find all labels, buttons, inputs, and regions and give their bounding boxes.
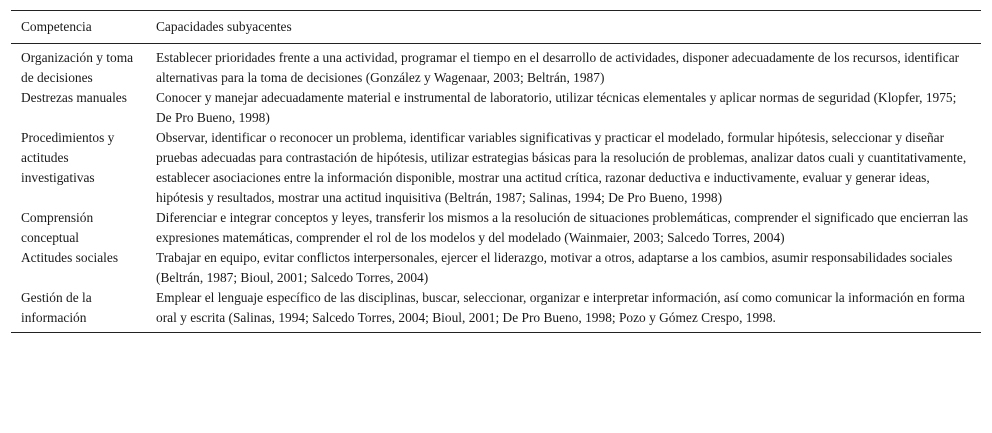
capacidades-cell: Observar, identificar o reconocer un problema, identificar variables significativas y practicar el modelado, formular hipótesis, seleccionar y diseñar pruebas adecuadas para contrastación de hipótesis, utilizar estrategias básicas para la resolución de problemas, analizar datos cuali y cuantitativamente, establecer asociaciones entre la información disponible, mostrar una actitud crítica, razonar deductiva e inductivamente, evaluar y generar ideas, hipótesis y resultados, mostrar una actitud inquisitiva (Beltrán, 1987; Salinas, 1994; De Pro Bueno, 1998)	[156, 130, 967, 205]
competencia-cell: Actitudes sociales	[21, 250, 119, 265]
table-row	[11, 88, 981, 128]
table-row	[11, 208, 981, 248]
header-competencia: Competencia	[21, 19, 92, 34]
competencia-cell: Destrezas manuales	[21, 90, 127, 105]
table-body	[11, 44, 981, 333]
table-row	[11, 288, 981, 333]
table-header	[11, 11, 981, 44]
table-row	[11, 248, 981, 288]
table-row	[11, 44, 981, 89]
capacidades-cell: Emplear el lenguaje específico de las disciplinas, buscar, seleccionar, organizar e interpretar información, así como comunicar la información en forma oral y escrita (Salinas, 1994; Salcedo Torres, 2004; Bioul, 2001; De Pro Bueno, 1998; Pozo y Gómez Crespo, 1998.	[156, 290, 965, 325]
competencia-cell: Gestión de la información	[21, 290, 92, 325]
capacidades-cell: Establecer prioridades frente a una actividad, programar el tiempo en el desarrollo de actividades, disponer adecuadamente de los recursos, identificar alternativas para la toma de decisiones (González y Wagenaar, 2003; Beltrán, 1987)	[156, 50, 960, 85]
competencies-table-container	[11, 10, 981, 333]
table-row	[11, 128, 981, 208]
capacidades-cell: Conocer y manejar adecuadamente material e instrumental de laboratorio, utilizar técnicas elementales y aplicar normas de seguridad (Klopfer, 1975; De Pro Bueno, 1998)	[156, 90, 957, 125]
header-row	[11, 11, 981, 44]
competencia-cell: Procedimientos y actitudes investigativas	[21, 130, 115, 185]
competencia-cell: Organización y toma de decisiones	[21, 50, 134, 85]
capacidades-cell: Diferenciar e integrar conceptos y leyes, transferir los mismos a la resolución de situaciones problemáticas, comprender el significado que encierran las expresiones matemáticas, comprender el rol de los modelos y del modelado (Wainmaier, 2003; Salcedo Torres, 2004)	[156, 210, 969, 245]
header-capacidades: Capacidades subyacentes	[156, 19, 292, 34]
competencia-cell: Comprensión conceptual	[21, 210, 94, 245]
capacidades-cell: Trabajar en equipo, evitar conflictos interpersonales, ejercer el liderazgo, motivar a otros, adaptarse a los cambios, asumir responsabilidades sociales (Beltrán, 1987; Bioul, 2001; Salcedo Torres, 2004)	[156, 250, 953, 285]
competencies-table	[11, 10, 981, 333]
